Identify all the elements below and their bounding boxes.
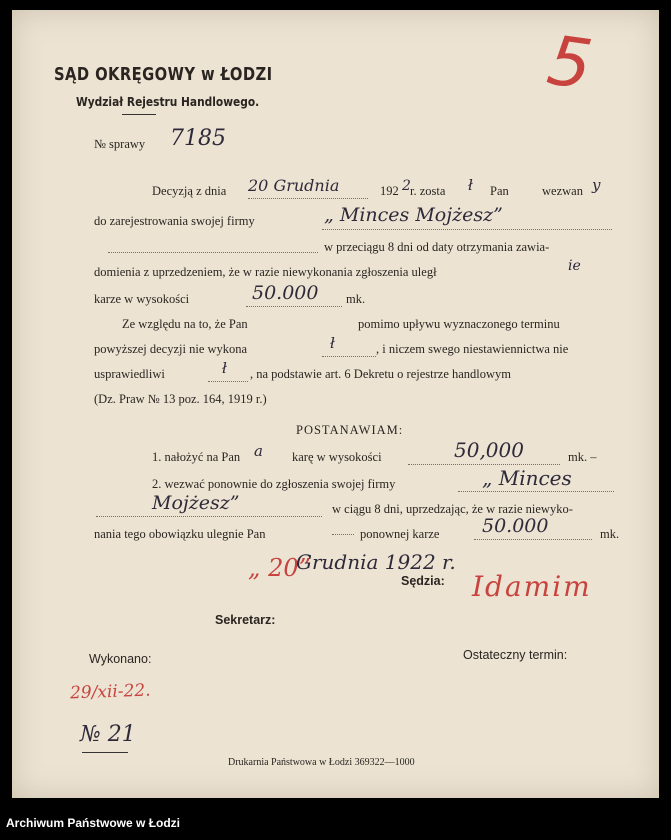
fine-amount-decision: 50,000 (454, 438, 524, 462)
decision-item-1c: mk. – (568, 450, 597, 464)
court-name: SĄD OKRĘGOWY w ŁODZI (54, 64, 273, 85)
secretary-label: Sekretarz: (215, 613, 276, 627)
body-line-4a: domienia z uprzedzeniem, że w razie niewykonania zgłoszenia uległ (94, 265, 437, 279)
archive-name: Archiwum Państwowe w Łodzi (6, 816, 181, 830)
fill-line (474, 539, 592, 540)
body-line-1f: wezwan (542, 184, 583, 198)
fill-line (96, 516, 322, 517)
fill-line (408, 464, 560, 465)
judge-label: Sędzia: (401, 574, 445, 588)
body-line-3: w przeciągu 8 dni od daty otrzymania zawia- (324, 240, 550, 254)
header-rule (122, 114, 156, 115)
signing-day: „ 20” (248, 554, 311, 582)
decision-item-1b: karę w wysokości (292, 450, 382, 464)
fill-line (248, 198, 368, 199)
decision-item-2c: nania tego obowiązku ulegnie Pan (94, 527, 266, 541)
fill-l-3: ł (222, 359, 227, 377)
body-line-8b: , na podstawie art. 6 Dekretu o rejestrze handlowym (250, 367, 512, 381)
fill-line (246, 306, 342, 307)
fill-line (208, 381, 248, 382)
department-name: Wydział Rejestru Handlowego. (76, 94, 260, 109)
deadline-label: Ostateczny termin: (463, 648, 568, 662)
body-line-9: (Dz. Praw № 13 poz. 164, 1919 r.) (94, 392, 267, 406)
body-line-1a: Decyzją z dnia (152, 184, 227, 198)
case-number: 7185 (170, 126, 226, 151)
body-line-1c: r. zosta (410, 184, 446, 198)
archive-footer (0, 808, 671, 840)
fill-line (322, 356, 376, 357)
fill-y: y (592, 176, 601, 194)
printer-line: Drukarnia Państwowa w Łodzi 369322—1000 (228, 757, 415, 768)
firm-name-decision-1: „ Minces (482, 466, 572, 490)
decision-item-2a: 2. wezwać ponownie do zgłoszenia swojej firmy (152, 477, 396, 491)
note-number: № 21 (80, 722, 136, 747)
firm-name: „ Minces Mojżesz” (324, 204, 503, 226)
document-page (12, 10, 659, 798)
signing-date: Grudnia 1922 r. (296, 550, 456, 574)
judge-signature: Idamim (472, 570, 592, 603)
year-digit: 2 (402, 178, 411, 194)
fill-line (322, 229, 612, 230)
note-underline (82, 752, 128, 753)
stamp-number: 5 (542, 21, 597, 106)
body-line-5a: karze w wysokości (94, 292, 190, 306)
firm-name-decision-2: Mojżesz” (152, 492, 240, 514)
done-label: Wykonano: (89, 652, 152, 666)
body-line-7a: powyższej decyzji nie wykona (94, 342, 248, 356)
decision-item-2b: w ciągu 8 dni, uprzedzając, że w razie niewyko- (332, 502, 573, 516)
decision-date: 20 Grudnia (248, 176, 340, 195)
decision-item-1a: 1. nałożyć na Pan (152, 450, 241, 464)
fill-line (332, 534, 354, 535)
body-line-1e: Pan (490, 184, 509, 198)
body-line-2a: do zarejestrowania swojej firmy (94, 214, 255, 228)
fill-l: ł (468, 176, 473, 194)
body-line-8a: usprawiedliwi (94, 367, 165, 381)
fill-a: a (254, 442, 263, 460)
fill-line (108, 252, 318, 253)
body-line-6: Ze względu na to, że Pan (122, 317, 248, 331)
fill-line (458, 491, 614, 492)
red-note-date: 29/xii-22. (69, 680, 151, 704)
case-label: № sprawy (94, 137, 146, 151)
body-line-5b: mk. (346, 292, 366, 306)
fill-ie: ie (568, 258, 581, 274)
decision-item-2d: ponownej karze (360, 527, 440, 541)
body-line-6b: pomimo upływu wyznaczonego terminu (358, 317, 560, 331)
fine-amount: 50.000 (252, 282, 319, 304)
fill-l-2: ł (330, 334, 335, 352)
decision-heading: POSTANAWIAM: (296, 423, 404, 437)
decision-item-2e: mk. (600, 527, 620, 541)
body-line-7b: , i niczem swego niestawiennictwa nie (376, 342, 569, 356)
body-line-1b: 192 (380, 184, 399, 198)
fine-amount-second: 50.000 (482, 515, 549, 537)
